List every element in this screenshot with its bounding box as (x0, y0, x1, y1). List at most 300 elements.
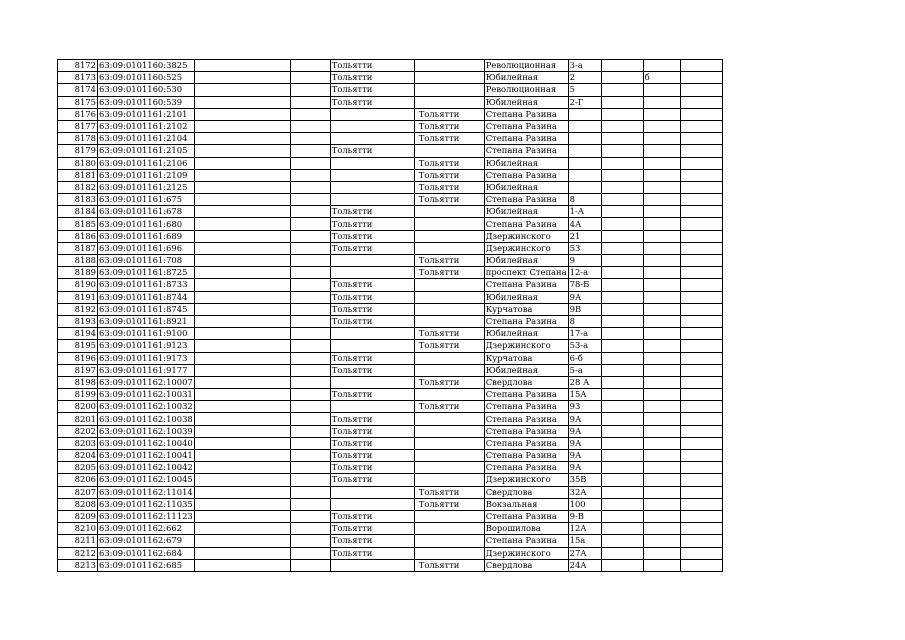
table-row (58, 535, 723, 547)
cell-extra (643, 84, 680, 96)
cell-extra (643, 96, 680, 108)
cadastral-number: 63:09:0101160:539 (98, 96, 195, 108)
cell-empty (194, 157, 290, 169)
cell-extra (601, 303, 643, 315)
city-cell: Тольятти (330, 96, 414, 108)
cell-empty (290, 84, 330, 96)
house-number-cell (568, 133, 601, 145)
street-cell: Юбилейная (484, 181, 568, 193)
city-cell (330, 498, 414, 510)
cadastral-number: 63:09:0101161:708 (98, 255, 195, 267)
cell-extra (680, 559, 722, 571)
table-row (58, 303, 723, 315)
cell-extra (680, 169, 722, 181)
row-number: 8196 (58, 352, 98, 364)
cell-extra (601, 535, 643, 547)
cell-empty (290, 230, 330, 242)
table-row (58, 315, 723, 327)
table-row (58, 510, 723, 522)
cell-extra (680, 181, 722, 193)
cell-extra (601, 108, 643, 120)
house-number-cell: 9 (568, 255, 601, 267)
cell-extra (601, 279, 643, 291)
cadastral-number: 63:09:0101161:8725 (98, 267, 195, 279)
city-cell: Тольятти (330, 389, 414, 401)
city-cell (330, 328, 414, 340)
row-number: 8172 (58, 60, 98, 72)
cell-empty (194, 486, 290, 498)
cell-empty (290, 108, 330, 120)
house-number-cell: 15А (568, 389, 601, 401)
cell-extra (680, 108, 722, 120)
cell-empty (194, 535, 290, 547)
cell-extra (643, 389, 680, 401)
house-number-cell: 8 (568, 194, 601, 206)
cell-extra (680, 510, 722, 522)
city-cell-alt: Тольятти (414, 169, 484, 181)
cadastral-number: 63:09:0101161:2106 (98, 157, 195, 169)
street-cell: Свердлова (484, 376, 568, 388)
cell-empty (290, 120, 330, 132)
cell-extra (680, 547, 722, 559)
cell-empty (290, 389, 330, 401)
street-cell: Дзержинского (484, 474, 568, 486)
cell-extra (601, 547, 643, 559)
street-cell: Юбилейная (484, 291, 568, 303)
city-cell: Тольятти (330, 218, 414, 230)
cell-empty (194, 364, 290, 376)
cell-empty (290, 340, 330, 352)
row-number: 8197 (58, 364, 98, 376)
cell-extra (643, 437, 680, 449)
cell-extra (680, 450, 722, 462)
cell-extra (601, 120, 643, 132)
city-cell-alt: Тольятти (414, 181, 484, 193)
cell-empty (290, 133, 330, 145)
table-row (58, 462, 723, 474)
row-number: 8194 (58, 328, 98, 340)
cell-empty (194, 206, 290, 218)
city-cell-alt (414, 352, 484, 364)
cell-extra (680, 255, 722, 267)
cell-extra (601, 328, 643, 340)
cell-extra (680, 376, 722, 388)
cadastral-number: 63:09:0101162:11014 (99, 486, 193, 497)
cell-empty (290, 364, 330, 376)
city-cell (330, 181, 414, 193)
cadastral-number: 63:09:0101162:11123 (99, 511, 193, 522)
table-row (58, 157, 723, 169)
cell-extra (680, 218, 722, 230)
cell-empty (194, 218, 290, 230)
row-number: 8205 (58, 462, 98, 474)
cell-extra (601, 498, 643, 510)
cell-empty (194, 315, 290, 327)
cell-extra (643, 169, 680, 181)
cell-extra (601, 559, 643, 571)
cell-extra (643, 145, 680, 157)
cell-extra (601, 315, 643, 327)
cell-extra (643, 279, 680, 291)
cell-extra (601, 364, 643, 376)
cell-empty (194, 60, 290, 72)
cell-empty (194, 242, 290, 254)
house-number-cell: 78-Б (568, 279, 601, 291)
city-cell: Тольятти (330, 413, 414, 425)
cell-empty (194, 267, 290, 279)
cell-extra (601, 352, 643, 364)
cell-empty (194, 72, 290, 84)
cadastral-number: 63:09:0101162:10007 (99, 376, 193, 387)
street-cell: Юбилейная (484, 96, 568, 108)
city-cell (330, 133, 414, 145)
cell-extra (601, 60, 643, 72)
cell-extra (643, 108, 680, 120)
city-cell-alt (414, 96, 484, 108)
cell-extra (643, 157, 680, 169)
row-number: 8189 (58, 267, 98, 279)
cell-extra (680, 474, 722, 486)
cell-empty (290, 535, 330, 547)
city-cell (330, 108, 414, 120)
street-cell: Степана Разина (484, 194, 568, 206)
row-number: 8180 (58, 157, 98, 169)
street-cell: Степана Разина (484, 510, 568, 522)
cadastral-number: 63:09:0101162:10045 (99, 474, 193, 485)
house-number-cell: 2-Г (568, 96, 601, 108)
cell-empty (290, 425, 330, 437)
cadastral-number: 63:09:0101161:2109 (98, 169, 195, 181)
row-number: 8212 (58, 547, 98, 559)
cadastral-number: 63:09:0101160:530 (98, 84, 195, 96)
cell-extra (601, 523, 643, 535)
cell-empty (290, 474, 330, 486)
house-number-cell: 9А (568, 413, 601, 425)
house-number-cell: 4А (568, 218, 601, 230)
cadastral-number: 63:09:0101162:10040 (99, 437, 193, 448)
cell-extra (643, 486, 680, 498)
street-cell: Степана Разина (484, 535, 568, 547)
house-number-cell: 53-а (568, 340, 601, 352)
house-number-cell: 27А (568, 547, 601, 559)
cell-extra (643, 230, 680, 242)
cadastral-number: 63:09:0101161:696 (98, 242, 195, 254)
city-cell: Тольятти (330, 523, 414, 535)
city-cell-alt (414, 462, 484, 474)
row-number: 8187 (58, 242, 98, 254)
cell-extra (643, 535, 680, 547)
house-number-cell: 24А (568, 559, 601, 571)
row-number: 8185 (58, 218, 98, 230)
row-number: 8193 (58, 315, 98, 327)
cell-empty (290, 145, 330, 157)
row-number: 8204 (58, 450, 98, 462)
cell-empty (194, 450, 290, 462)
cell-extra (680, 157, 722, 169)
city-cell: Тольятти (330, 425, 414, 437)
cell-empty (194, 169, 290, 181)
city-cell-alt (414, 242, 484, 254)
table-row (58, 413, 723, 425)
cell-extra (643, 413, 680, 425)
cell-extra (601, 510, 643, 522)
cell-extra (680, 389, 722, 401)
row-number: 8175 (58, 96, 98, 108)
city-cell (330, 401, 414, 413)
street-cell: Революционная (484, 84, 568, 96)
house-number-cell: 5 (568, 84, 601, 96)
city-cell (330, 120, 414, 132)
city-cell-alt (414, 389, 484, 401)
house-number-cell (568, 157, 601, 169)
city-cell-alt (414, 279, 484, 291)
cell-empty (290, 255, 330, 267)
cell-extra (643, 218, 680, 230)
table-row (58, 218, 723, 230)
cadastral-number: 63:09:0101160:3825 (98, 60, 195, 72)
cell-extra (601, 181, 643, 193)
cell-extra (601, 425, 643, 437)
row-number: 8190 (58, 279, 98, 291)
row-number: 8183 (58, 194, 98, 206)
cell-empty (290, 291, 330, 303)
cell-extra (643, 206, 680, 218)
cell-extra (601, 96, 643, 108)
city-cell-alt (414, 535, 484, 547)
city-cell: Тольятти (330, 60, 414, 72)
cell-empty (194, 84, 290, 96)
cadastral-number: 63:09:0101162:10032 (99, 401, 193, 412)
cell-extra (601, 218, 643, 230)
cell-empty (194, 352, 290, 364)
city-cell (330, 255, 414, 267)
cell-extra (680, 364, 722, 376)
table-row (58, 133, 723, 145)
cell-empty (290, 60, 330, 72)
cell-extra (680, 328, 722, 340)
cell-empty (194, 279, 290, 291)
cadastral-number: 63:09:0101161:2105 (98, 145, 195, 157)
street-cell: Юбилейная (484, 157, 568, 169)
cell-empty (290, 401, 330, 413)
city-cell: Тольятти (330, 462, 414, 474)
city-cell-alt (414, 437, 484, 449)
row-number: 8198 (58, 376, 98, 388)
house-number-cell: 53 (568, 242, 601, 254)
table-body (58, 60, 723, 572)
city-cell-alt (414, 206, 484, 218)
row-number: 8181 (58, 169, 98, 181)
cadastral-number: 63:09:0101161:9173 (98, 352, 195, 364)
street-cell: Курчатова (484, 303, 568, 315)
cell-empty (290, 315, 330, 327)
city-cell-alt (414, 145, 484, 157)
cell-empty (194, 401, 290, 413)
city-cell: Тольятти (330, 315, 414, 327)
cadastral-number: 63:09:0101162:10031 (99, 389, 193, 400)
row-number: 8210 (58, 523, 98, 535)
cell-empty (194, 498, 290, 510)
table-row (58, 389, 723, 401)
city-cell-alt (414, 547, 484, 559)
street-cell: Дзержинского (484, 340, 568, 352)
cell-extra (643, 194, 680, 206)
row-number: 8206 (58, 474, 98, 486)
cell-extra (601, 255, 643, 267)
cell-extra (601, 84, 643, 96)
street-cell: Степана Разина (484, 169, 568, 181)
cell-extra (601, 450, 643, 462)
cadastral-number: 63:09:0101161:2104 (98, 133, 195, 145)
cell-empty (290, 547, 330, 559)
table-row (58, 169, 723, 181)
cell-empty (194, 230, 290, 242)
table-row (58, 291, 723, 303)
cadastral-number: 63:09:0101162:684 (98, 547, 195, 559)
city-cell (330, 157, 414, 169)
street-cell: Степана Разина (484, 279, 568, 291)
city-cell-alt (414, 425, 484, 437)
cell-extra (680, 84, 722, 96)
cell-extra (601, 389, 643, 401)
cadastral-number: 63:09:0101160:525 (98, 72, 195, 84)
city-cell-alt (414, 72, 484, 84)
cell-extra (680, 437, 722, 449)
cadastral-number: 63:09:0101161:8921 (98, 315, 195, 327)
cadastral-number: 63:09:0101162:10038 (99, 413, 193, 424)
house-number-cell: 3-а (568, 60, 601, 72)
cell-extra (680, 352, 722, 364)
house-number-cell: 32А (568, 486, 601, 498)
cell-extra (680, 206, 722, 218)
table-row (58, 279, 723, 291)
cell-extra (643, 315, 680, 327)
cadastral-number: 63:09:0101162:679 (98, 535, 195, 547)
table-row (58, 206, 723, 218)
table-row (58, 523, 723, 535)
house-number-cell: 12-а (568, 267, 601, 279)
cell-extra (680, 413, 722, 425)
street-cell: Дзержинского (484, 242, 568, 254)
cell-extra (680, 279, 722, 291)
cell-empty (290, 279, 330, 291)
cell-empty (290, 510, 330, 522)
cadastral-number: 63:09:0101161:678 (98, 206, 195, 218)
city-cell: Тольятти (330, 84, 414, 96)
cell-extra (643, 498, 680, 510)
city-cell: Тольятти (330, 547, 414, 559)
cell-extra (643, 291, 680, 303)
table-row (58, 181, 723, 193)
cell-extra (601, 413, 643, 425)
city-cell (330, 340, 414, 352)
cell-empty (290, 462, 330, 474)
cell-empty (290, 303, 330, 315)
cell-empty (194, 181, 290, 193)
city-cell: Тольятти (330, 72, 414, 84)
cell-extra (643, 523, 680, 535)
city-cell-alt (414, 315, 484, 327)
street-cell: Дзержинского (484, 547, 568, 559)
house-number-cell: 9А (568, 462, 601, 474)
cell-extra (601, 401, 643, 413)
row-number: 8201 (58, 413, 98, 425)
cell-extra (680, 462, 722, 474)
cell-extra (643, 425, 680, 437)
cell-extra (643, 255, 680, 267)
row-number: 8182 (58, 181, 98, 193)
house-number-cell: 9А (568, 425, 601, 437)
cell-empty (290, 194, 330, 206)
street-cell: Степана Разина (484, 145, 568, 157)
cell-empty (290, 169, 330, 181)
table-row (58, 328, 723, 340)
city-cell (330, 169, 414, 181)
city-cell: Тольятти (330, 279, 414, 291)
row-number: 8209 (58, 510, 98, 522)
cell-extra (643, 133, 680, 145)
cell-empty (194, 510, 290, 522)
cadastral-number: 63:09:0101162:685 (98, 559, 195, 571)
house-number-cell: 12А (568, 523, 601, 535)
cell-empty (290, 413, 330, 425)
cell-extra (601, 169, 643, 181)
row-number: 8195 (58, 340, 98, 352)
city-cell-alt: Тольятти (414, 559, 484, 571)
data-table (57, 59, 723, 572)
city-cell: Тольятти (330, 364, 414, 376)
street-cell: Степана Разина (484, 120, 568, 132)
cell-extra (680, 535, 722, 547)
table-row (58, 364, 723, 376)
cell-empty (290, 206, 330, 218)
row-number: 8188 (58, 255, 98, 267)
cell-empty (194, 559, 290, 571)
cell-extra (643, 303, 680, 315)
house-number-cell (568, 120, 601, 132)
street-cell: Курчатова (484, 352, 568, 364)
table-row (58, 450, 723, 462)
cell-empty (290, 376, 330, 388)
city-cell-alt: Тольятти (414, 376, 484, 388)
row-number: 8207 (58, 486, 98, 498)
cell-extra (680, 267, 722, 279)
street-cell: Степана Разина (484, 401, 568, 413)
street-cell: Ворошилова (484, 523, 568, 535)
table-row (58, 401, 723, 413)
cell-empty (290, 559, 330, 571)
cell-extra (680, 303, 722, 315)
table-row (58, 340, 723, 352)
cadastral-number: 63:09:0101161:675 (98, 194, 195, 206)
cell-extra (643, 181, 680, 193)
cell-extra (643, 120, 680, 132)
house-number-cell (568, 108, 601, 120)
city-cell-alt (414, 474, 484, 486)
row-number: 8184 (58, 206, 98, 218)
city-cell-alt (414, 218, 484, 230)
cell-extra (601, 437, 643, 449)
table-row (58, 145, 723, 157)
cell-extra (643, 328, 680, 340)
cell-extra (643, 462, 680, 474)
cell-empty (290, 72, 330, 84)
row-number: 8213 (58, 559, 98, 571)
cell-empty (194, 255, 290, 267)
street-cell: проспект Степана (485, 267, 567, 278)
table-row (58, 194, 723, 206)
cell-extra (601, 194, 643, 206)
